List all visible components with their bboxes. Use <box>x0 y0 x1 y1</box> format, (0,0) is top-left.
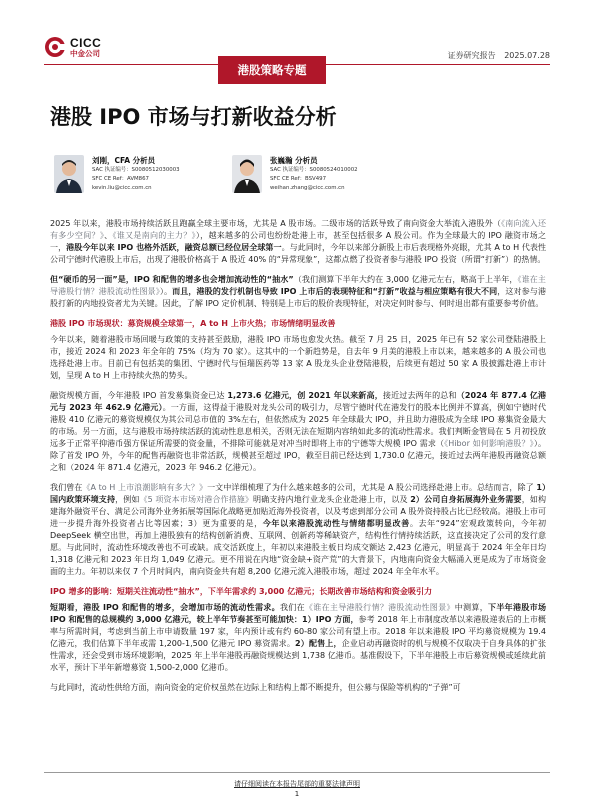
report-link[interactable]: 《谁在主导港股行情？港股流动性图景》 <box>50 275 546 296</box>
logo-name-en: CICC <box>70 35 102 50</box>
report-link[interactable]: 《A to H 上市浪潮影响有多大？》 <box>82 483 208 492</box>
page-number: 1 <box>294 790 300 798</box>
author-card <box>232 155 358 193</box>
report-link[interactable]: 《谁又是南向的主力？》 <box>112 231 196 240</box>
author-email[interactable]: weihan.zhang@cicc.com.cn <box>270 185 345 191</box>
report-type: 证券研究报告 <box>447 51 496 60</box>
page-title: 港股 IPO 市场与打新收益分析 <box>50 105 337 129</box>
paragraph-supply: 与此同时，流动性供给方面，南向资金的定价权虽然在边际上和结构上都不断提升，但公募与保险等机构的“子弹”可 <box>50 683 461 692</box>
report-link[interactable]: 《南向流入还有多少空间？》 <box>50 219 546 240</box>
author-photo-zhang <box>232 155 262 193</box>
legal-disclaimer-link[interactable]: 请仔细阅读在本报告尾部的重要法律声明 <box>234 780 360 788</box>
author-email[interactable]: kevin.liu@cicc.com.cn <box>92 185 152 191</box>
section-heading-ipo-impact: IPO 增多的影响：短期关注流动性“抽水”，下半年需求约 3,000 亿港元；长期改善市场结构和资金吸引力 <box>50 587 433 596</box>
paragraph-drivers: 我们曾在《A to H 上市浪潮影响有多大？》一文中详细梳理了为什么越来越多的公司，尤其是 A 股公司选择赴港上市。总结而言，除了 1）国内政策环境支持，例如《5 项资本市场对港合作措施》明确支持内地行业龙头企业赴港上市，以及 2）公司自身拓展海外业务需要，如构建海外融资平台、满足公司海外业务拓展等国际化战略更加贴近海外投资者，以及考虑到部分公司 A 股外资持股占比已经较高。港股上市可进一步提升海外投资者占比等因素；3）更为重要的是，今年以来港股流动性与情绪都明显改善。去年“924”宏观政策转向，今年初 DeepSeek 横空出世，再加上港股独有的结构创新消费、互联网、创新药等稀缺资产，结构性行情持续活跃，这直接决定了公司的发行意愿。与此同时，流动性环境改善也不可或缺。成交活跃度上，年初以来港股主板日均成交额达 2,423 亿港元，明显高于 2024 年全年日均 1,318 亿港元和 2023 年日均 1,049 亿港元。更不用说在内地“资金缺+资产荒”的大背景下，内地南向资金大幅涌入更是成为了市场资金面的主力。年初以来仅 7 个月时间内，南向资金共有超 8,200 亿港元流入港股市场，超过 2024 年全年水平。 <box>50 483 547 576</box>
cicc-logo-icon <box>44 36 66 58</box>
paragraph-short-term: 短期看，港股 IPO 和配售的增多，会增加市场的流动性需求。我们在《谁在主导港股行情？港股流动性图景》中测算，下半年港股市场 IPO 和配售的总规模约 3,000 亿港元，较上半年节奏甚至可能加快：1）IPO 方面，参考 2018 年上市制度改革以来港股递表后的上市概率与所需时间，考虑到当前上市申请数量 197 家，年内预计或有约 60-80 家公司有望上市。2018 年以来港股 IPO 平均募资规模为 19.4 亿港元，我们估算下半年或需 1,200-1,500 亿港元 IPO 募资需求。2）配售上，企业启动再融资时的机与规模不仅取决于自身具体的扩张性需求，还会受到市场环境影响，2025 年上半年港股再融资规模达到 1,738 亿港币。基准假设下，下半年港股上市后募资规模或延续此前水平，预计下半年新增募资 1,500-2,000 亿港币。 <box>50 603 547 672</box>
cicc-logo <box>44 36 101 58</box>
author-sfc-ref: SFC CE Ref：BSV497 <box>270 176 326 182</box>
footer-rule <box>44 772 550 773</box>
report-meta <box>448 50 550 61</box>
report-link[interactable]: 《Hibor 如何影响港股？》 <box>444 439 534 448</box>
author-photo-liu <box>54 155 84 193</box>
author-name: 刘刚，CFA 分析员 <box>92 156 156 165</box>
paragraph-liquidity: 但“硬币的另一面”是，IPO 和配售的增多也会增加流动性的“抽水”（我们测算下半年大约在 3,000 亿港元左右，略高于上半年，《谁在主导港股行情？港股流动性图景》）。而且，港股的发行机制也导致 IPO 上市后的表现特征和“打新”收益与相应策略有很大不同，这对参与港股打新的内地投资者尤为关键。因此，了解 IPO 定价机制、特别是上市后的股价表现特征，对决定何时参与、何时退出都有重要参考价值。 <box>50 275 546 308</box>
author-card <box>54 155 180 193</box>
report-date: 2025.07.28 <box>504 51 550 60</box>
report-link[interactable]: 《5 项资本市场对港合作措施》 <box>139 495 254 504</box>
report-link[interactable]: 《谁在主导港股行情？港股流动性图景》 <box>304 603 455 612</box>
report-body <box>50 218 546 702</box>
logo-name-cn: 中金公司 <box>70 48 100 58</box>
paragraph-fundraising: 融资规模方面，今年港股 IPO 首发募集资金已达 1,273.6 亿港元，创 2021 年以来新高，接近过去两年的总和（2024 年 877.4 亿港元与 2023 年 462.9 亿港元）。一方面，这得益于港股对龙头公司的吸引力，尽管宁德时代在港发行的股本比例并不算高，例如宁德时代港股 410 亿港元的募资规模仅为其公司总市值的 3%左右，但依然成为 2025 年全球最大 IPO，并且助力港股成为全球 IPO 募集资金最大的市场。另一方面，这与港股市场持续活跃的流动性息息相关，否则无法在短期内容纳如此多的流动性需求。我们判断金管局在 5 月初投放远多于正常平抑港币强方保证所需要的资金量，不排除可能就是对冲当时即将上市的宁德等大规模 IPO 需求（《Hibor 如何影响港股？》）。除了首发 IPO 外，今年的配售再融资也非常活跃，规模甚至超过 IPO，截至目前已经达到 1,730.0 亿港元，接近过去两年港股再融资总额之和（2024 年 871.4 亿港元，2023 年 946.2 亿港元）。 <box>50 391 547 472</box>
author-sac-license: SAC 执证编号：S0080524010002 <box>270 167 358 173</box>
author-sac-license: SAC 执证编号：S0080512030003 <box>92 167 180 173</box>
author-sfc-ref: SFC CE Ref：AVM867 <box>92 176 149 182</box>
report-series-banner: 港股策略专题 <box>218 56 326 84</box>
author-name: 张巍瀚 分析员 <box>270 156 318 165</box>
section-heading-market-status: 港股 IPO 市场现状：募资规模全球第一，A to H 上市火热；市场情绪明显改善 <box>50 319 336 328</box>
paragraph-intro: 2025 年以来，港股市场持续活跃且跑赢全球主要市场，尤其是 A 股市场。二级市场的活跃导致了南向资金大举流入港股外（《南向流入还有多少空间？》、《谁又是南向的主力？》），越来越多的公司也纷纷赴港上市，甚至包括很多 A 股公司。作为全球最大的 IPO 融资市场之一，港股今年以来 IPO 也格外活跃，融资总额已经位居全球第一。与此同时，今年以来部分新股上市后表现格外亮眼，尤其 A to H 代表性公司宁德时代港股上市后，出现了港股价格高于 A 股近 40% 的“异常现象”，这都点燃了投资者参与港股 IPO 投资（所谓“打新”）的热情。 <box>50 219 547 264</box>
paragraph-listings: 今年以来，随着港股市场回暖与政策的支持甚至鼓励，港股 IPO 市场也愈发火热。截至 7 月 25 日，2025 年已有 52 家公司登陆港股上市，接近 2024 和 2023 年全年的 75%（均为 70 家）。这其中的一个新趋势是，自去年 9 月美的港股上市以来，越来越多的 A 股公司也选择赴港上市。目前已有包括美的集团、宁德时代与恒瑞医药等 13 家 A 股龙头企业登陆港股，后续更有超过 50 家 A 股披露赴港上市计划，呈现 A to H 上市持续火热的势头。 <box>50 335 546 380</box>
